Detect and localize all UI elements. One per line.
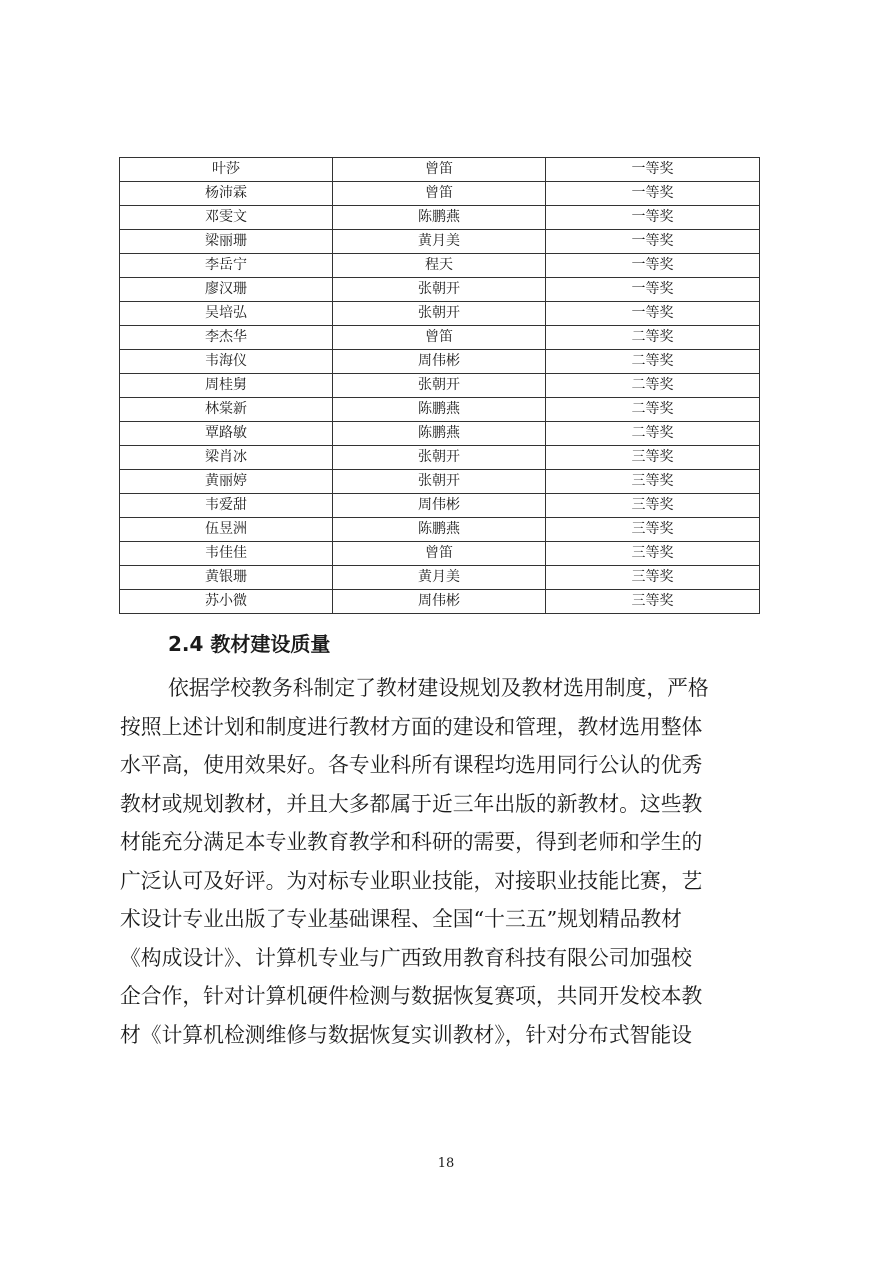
award-level-cell: 一等奖 <box>546 254 760 278</box>
student-name-cell: 李杰华 <box>120 326 333 350</box>
student-name-cell: 李岳宁 <box>120 254 333 278</box>
teacher-name-cell: 张朝开 <box>333 374 546 398</box>
paragraph-line: 材能充分满足本专业教育教学和科研的需要，得到老师和学生的 <box>120 830 703 854</box>
paragraph-line: 依据学校教务科制定了教材建设规划及教材选用制度，严格 <box>168 676 709 700</box>
awards-table-body <box>120 158 760 614</box>
teacher-name-cell: 张朝开 <box>333 278 546 302</box>
table-row <box>120 182 760 206</box>
award-level-cell: 一等奖 <box>546 182 760 206</box>
awards-table <box>119 157 760 614</box>
paragraph-line: 材《计算机检测维修与数据恢复实训教材》，针对分布式智能设 <box>120 1022 692 1047</box>
award-level-cell: 三等奖 <box>546 518 760 542</box>
student-name-cell: 吴培弘 <box>120 302 333 326</box>
teacher-name-cell: 陈鹏燕 <box>333 422 546 446</box>
paragraph-line: 《构成设计》、计算机专业与广西致用教育科技有限公司加强校 <box>120 945 692 970</box>
table-row <box>120 326 760 350</box>
student-name-cell: 伍昱洲 <box>120 518 333 542</box>
teacher-name-cell: 曾笛 <box>333 158 546 182</box>
paragraph-line: 水平高，使用效果好。各专业科所有课程均选用同行公认的优秀 <box>120 753 703 777</box>
table-row <box>120 566 760 590</box>
award-level-cell: 三等奖 <box>546 542 760 566</box>
student-name-cell: 覃路敏 <box>120 422 333 446</box>
teacher-name-cell: 张朝开 <box>333 446 546 470</box>
section-heading: 2.4 教材建设质量 <box>168 632 331 656</box>
paragraph-line: 术设计专业出版了专业基础课程、全国“十三五”规划精品教材 <box>120 907 682 931</box>
student-name-cell: 苏小微 <box>120 590 333 614</box>
award-level-cell: 三等奖 <box>546 446 760 470</box>
teacher-name-cell: 曾笛 <box>333 326 546 350</box>
table-row <box>120 542 760 566</box>
table-row <box>120 254 760 278</box>
award-level-cell: 二等奖 <box>546 422 760 446</box>
award-level-cell: 三等奖 <box>546 470 760 494</box>
teacher-name-cell: 周伟彬 <box>333 590 546 614</box>
award-level-cell: 二等奖 <box>546 350 760 374</box>
table-row <box>120 374 760 398</box>
table-row <box>120 518 760 542</box>
paragraph-line: 企合作，针对计算机硬件检测与数据恢复赛项，共同开发校本教 <box>120 984 703 1008</box>
paragraph-line: 按照上述计划和制度进行教材方面的建设和管理，教材选用整体 <box>120 714 703 739</box>
student-name-cell: 韦海仪 <box>120 350 333 374</box>
paragraph-line: 广泛认可及好评。为对标专业职业技能，对接职业技能比赛，艺 <box>120 868 703 893</box>
student-name-cell: 廖汉珊 <box>120 278 333 302</box>
teacher-name-cell: 黄月美 <box>333 566 546 590</box>
award-level-cell: 二等奖 <box>546 398 760 422</box>
table-row <box>120 230 760 254</box>
student-name-cell: 杨沛霖 <box>120 182 333 206</box>
award-level-cell: 一等奖 <box>546 158 760 182</box>
student-name-cell: 韦佳佳 <box>120 542 333 566</box>
student-name-cell: 叶莎 <box>120 158 333 182</box>
table-row <box>120 302 760 326</box>
table-row <box>120 494 760 518</box>
teacher-name-cell: 黄月美 <box>333 230 546 254</box>
paragraph-line: 教材或规划教材，并且大多都属于近三年出版的新教材。这些教 <box>120 791 703 816</box>
student-name-cell: 梁肖冰 <box>120 446 333 470</box>
teacher-name-cell: 张朝开 <box>333 470 546 494</box>
award-level-cell: 一等奖 <box>546 230 760 254</box>
body-paragraph <box>120 669 785 1054</box>
teacher-name-cell: 程天 <box>333 254 546 278</box>
student-name-cell: 梁丽珊 <box>120 230 333 254</box>
teacher-name-cell: 曾笛 <box>333 542 546 566</box>
student-name-cell: 韦爱甜 <box>120 494 333 518</box>
table-row <box>120 350 760 374</box>
award-level-cell: 三等奖 <box>546 566 760 590</box>
award-level-cell: 一等奖 <box>546 278 760 302</box>
student-name-cell: 林棠新 <box>120 398 333 422</box>
table-row <box>120 398 760 422</box>
teacher-name-cell: 曾笛 <box>333 182 546 206</box>
table-row <box>120 422 760 446</box>
student-name-cell: 周桂舅 <box>120 374 333 398</box>
table-row <box>120 470 760 494</box>
page-number: 18 <box>437 1156 455 1171</box>
teacher-name-cell: 陈鹏燕 <box>333 518 546 542</box>
award-level-cell: 三等奖 <box>546 590 760 614</box>
teacher-name-cell: 陈鹏燕 <box>333 398 546 422</box>
award-level-cell: 二等奖 <box>546 326 760 350</box>
table-row <box>120 590 760 614</box>
student-name-cell: 黄银珊 <box>120 566 333 590</box>
table-row <box>120 206 760 230</box>
student-name-cell: 邓雯文 <box>120 206 333 230</box>
teacher-name-cell: 周伟彬 <box>333 350 546 374</box>
award-level-cell: 一等奖 <box>546 302 760 326</box>
award-level-cell: 三等奖 <box>546 494 760 518</box>
table-row <box>120 278 760 302</box>
teacher-name-cell: 张朝开 <box>333 302 546 326</box>
student-name-cell: 黄丽婷 <box>120 470 333 494</box>
award-level-cell: 一等奖 <box>546 206 760 230</box>
award-level-cell: 二等奖 <box>546 374 760 398</box>
table-row <box>120 158 760 182</box>
teacher-name-cell: 周伟彬 <box>333 494 546 518</box>
teacher-name-cell: 陈鹏燕 <box>333 206 546 230</box>
table-row <box>120 446 760 470</box>
